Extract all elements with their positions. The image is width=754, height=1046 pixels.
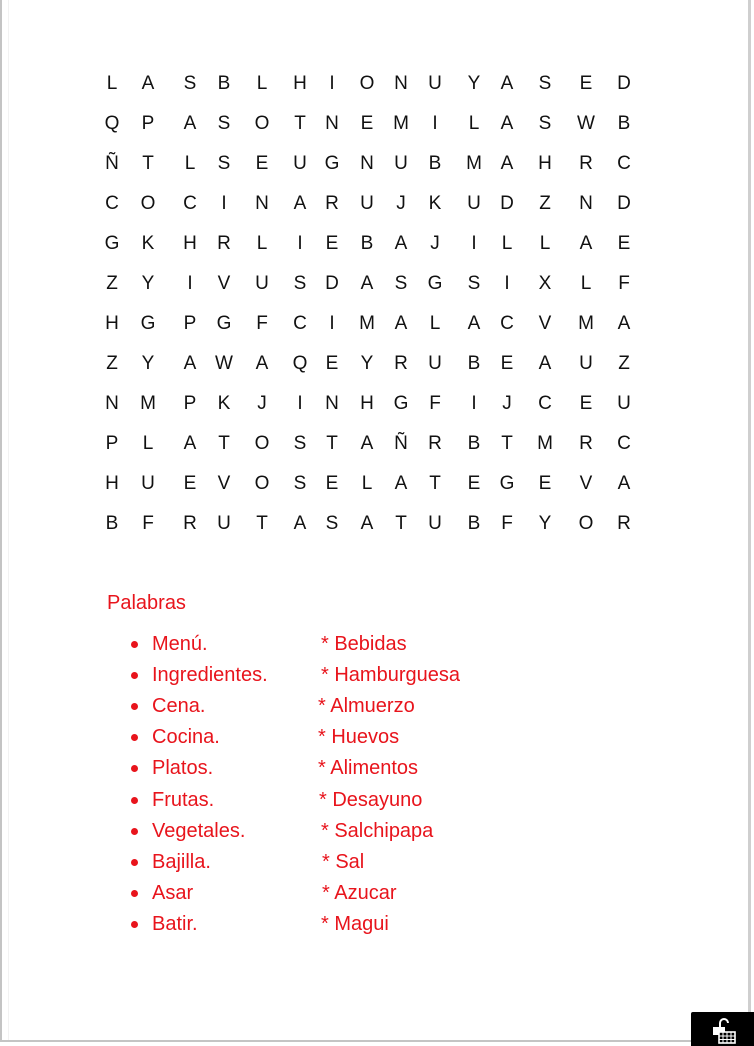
grid-letter: N: [325, 393, 339, 414]
grid-letter: C: [500, 313, 514, 334]
grid-letter: I: [187, 273, 193, 294]
grid-letter: S: [394, 273, 408, 294]
grid-letter: L: [106, 73, 118, 94]
grid-letter: O: [254, 473, 270, 494]
word-list-row: [0, 662, 600, 688]
grid-letter: S: [293, 473, 307, 494]
bullet-icon: [131, 828, 138, 835]
grid-letter: Y: [467, 73, 481, 94]
grid-letter: Q: [292, 353, 308, 374]
grid-letter: F: [142, 513, 154, 534]
grid-letter: I: [329, 73, 335, 94]
grid-letter: E: [617, 233, 631, 254]
grid-letter: Y: [538, 513, 552, 534]
bullet-icon: [131, 641, 138, 648]
grid-letter: A: [617, 473, 631, 494]
word-item: * Sal: [322, 851, 365, 873]
grid-letter: W: [577, 113, 595, 134]
words-heading: Palabras: [107, 592, 186, 614]
grid-letter: S: [183, 73, 197, 94]
grid-letter: X: [538, 273, 552, 294]
grid-letter: G: [216, 313, 232, 334]
grid-letter: T: [429, 473, 441, 494]
grid-letter: N: [105, 393, 119, 414]
grid-letter: E: [255, 153, 269, 174]
word-item: * Almuerzo: [318, 695, 415, 717]
grid-letter: A: [293, 193, 307, 214]
grid-letter: T: [294, 113, 306, 134]
grid-letter: M: [537, 433, 553, 454]
grid-letter: U: [360, 193, 374, 214]
grid-letter: O: [359, 73, 375, 94]
grid-letter: E: [579, 393, 593, 414]
word-item: * Azucar: [322, 882, 397, 904]
grid-letter: H: [183, 233, 197, 254]
word-list-row: [0, 880, 600, 906]
grid-letter: T: [395, 513, 407, 534]
grid-letter: U: [428, 73, 442, 94]
grid-letter: L: [256, 233, 268, 254]
grid-letter: G: [499, 473, 515, 494]
grid-letter: S: [293, 433, 307, 454]
grid-letter: P: [105, 433, 119, 454]
grid-letter: M: [578, 313, 594, 334]
grid-letter: B: [105, 513, 119, 534]
grid-letter: U: [394, 153, 408, 174]
word-item: Ingredientes.: [152, 664, 268, 686]
grid-letter: U: [293, 153, 307, 174]
grid-letter: L: [429, 313, 441, 334]
word-item: * Desayuno: [319, 789, 423, 811]
word-list-row: [0, 911, 600, 937]
grid-letter: Z: [106, 353, 118, 374]
grid-letter: P: [183, 393, 197, 414]
grid-letter: Y: [141, 353, 155, 374]
grid-letter: A: [183, 353, 197, 374]
grid-letter: A: [183, 433, 197, 454]
grid-letter: C: [293, 313, 307, 334]
grid-letter: A: [467, 313, 481, 334]
grid-letter: K: [141, 233, 155, 254]
grid-letter: Z: [106, 273, 118, 294]
grid-letter: L: [256, 73, 268, 94]
grid-letter: A: [141, 73, 155, 94]
grid-letter: E: [325, 353, 339, 374]
grid-letter: F: [256, 313, 268, 334]
grid-letter: M: [393, 113, 409, 134]
word-item: Bajilla.: [152, 851, 211, 873]
grid-letter: A: [394, 313, 408, 334]
grid-letter: Ñ: [394, 433, 408, 454]
grid-letter: M: [140, 393, 156, 414]
grid-letter: D: [617, 73, 631, 94]
grid-letter: I: [432, 113, 438, 134]
grid-letter: T: [218, 433, 230, 454]
grid-letter: E: [183, 473, 197, 494]
grid-letter: H: [105, 313, 119, 334]
grid-letter: I: [504, 273, 510, 294]
grid-letter: O: [254, 433, 270, 454]
grid-letter: G: [140, 313, 156, 334]
grid-letter: S: [217, 113, 231, 134]
grid-letter: B: [217, 73, 231, 94]
grid-letter: M: [359, 313, 375, 334]
grid-letter: B: [467, 353, 481, 374]
grid-letter: F: [618, 273, 630, 294]
grid-letter: U: [428, 353, 442, 374]
bullet-icon: [131, 890, 138, 897]
grid-letter: L: [142, 433, 154, 454]
grid-letter: S: [538, 113, 552, 134]
grid-letter: D: [325, 273, 339, 294]
grid-letter: S: [467, 273, 481, 294]
bullet-icon: [131, 734, 138, 741]
word-item: * Magui: [321, 913, 389, 935]
grid-letter: B: [467, 433, 481, 454]
grid-letter: S: [293, 273, 307, 294]
grid-letter: H: [360, 393, 374, 414]
grid-letter: A: [183, 113, 197, 134]
grid-letter: A: [500, 113, 514, 134]
word-item: * Alimentos: [318, 757, 419, 779]
grid-letter: R: [325, 193, 339, 214]
grid-letter: E: [467, 473, 481, 494]
grid-letter: R: [617, 513, 631, 534]
word-item: Vegetales.: [152, 820, 246, 842]
grid-letter: F: [429, 393, 441, 414]
word-list-row: [0, 849, 600, 875]
grid-letter: O: [140, 193, 156, 214]
grid-letter: N: [394, 73, 408, 94]
grid-letter: Q: [104, 113, 120, 134]
grid-letter: U: [141, 473, 155, 494]
grid-letter: U: [617, 393, 631, 414]
grid-letter: A: [293, 513, 307, 534]
bullet-icon: [131, 765, 138, 772]
grid-letter: T: [326, 433, 338, 454]
grid-letter: C: [105, 193, 119, 214]
grid-letter: E: [500, 353, 514, 374]
grid-letter: V: [217, 273, 231, 294]
grid-letter: O: [254, 113, 270, 134]
grid-letter: N: [325, 113, 339, 134]
grid-letter: A: [617, 313, 631, 334]
grid-letter: I: [329, 313, 335, 334]
grid-letter: S: [538, 73, 552, 94]
grid-letter: A: [394, 473, 408, 494]
keyboard-lock-button[interactable]: [691, 1012, 754, 1046]
grid-letter: N: [579, 193, 593, 214]
grid-letter: B: [360, 233, 374, 254]
grid-letter: I: [297, 393, 303, 414]
grid-letter: S: [217, 153, 231, 174]
grid-letter: B: [428, 153, 442, 174]
grid-letter: K: [217, 393, 231, 414]
grid-letter: T: [256, 513, 268, 534]
grid-letter: R: [579, 153, 593, 174]
grid-letter: G: [393, 393, 409, 414]
grid-letter: R: [428, 433, 442, 454]
word-item: Frutas.: [152, 789, 215, 811]
grid-letter: A: [255, 353, 269, 374]
grid-letter: A: [500, 73, 514, 94]
word-item: * Bebidas: [321, 633, 407, 655]
word-item: Platos.: [152, 757, 214, 779]
grid-letter: L: [184, 153, 196, 174]
grid-letter: R: [183, 513, 197, 534]
grid-letter: U: [428, 513, 442, 534]
grid-letter: A: [500, 153, 514, 174]
grid-letter: H: [293, 73, 307, 94]
grid-letter: M: [466, 153, 482, 174]
word-list-row: [0, 787, 600, 813]
word-list-row: [0, 631, 600, 657]
unlock-keyboard-icon: [711, 1016, 737, 1044]
grid-letter: V: [217, 473, 231, 494]
word-list-row: [0, 724, 600, 750]
grid-letter: G: [104, 233, 120, 254]
grid-letter: S: [325, 513, 339, 534]
word-item: Menú.: [152, 633, 208, 655]
grid-letter: Y: [360, 353, 374, 374]
grid-letter: C: [538, 393, 552, 414]
grid-letter: J: [502, 393, 512, 414]
grid-letter: H: [538, 153, 552, 174]
word-item: Batir.: [152, 913, 198, 935]
grid-letter: E: [538, 473, 552, 494]
word-list-row: [0, 693, 600, 719]
grid-letter: U: [255, 273, 269, 294]
word-item: * Hamburguesa: [321, 664, 460, 686]
grid-letter: W: [215, 353, 233, 374]
grid-letter: U: [467, 193, 481, 214]
word-item: * Salchipapa: [321, 820, 434, 842]
grid-letter: C: [183, 193, 197, 214]
grid-letter: U: [579, 353, 593, 374]
grid-letter: R: [217, 233, 231, 254]
grid-letter: R: [579, 433, 593, 454]
bullet-icon: [131, 703, 138, 710]
grid-letter: T: [501, 433, 513, 454]
grid-letter: J: [396, 193, 406, 214]
grid-letter: I: [221, 193, 227, 214]
grid-letter: I: [297, 233, 303, 254]
grid-letter: T: [142, 153, 154, 174]
grid-letter: R: [394, 353, 408, 374]
grid-letter: Ñ: [105, 153, 119, 174]
word-list-row: [0, 818, 600, 844]
grid-letter: P: [141, 113, 155, 134]
word-item: Asar: [152, 882, 194, 904]
grid-letter: A: [360, 433, 374, 454]
grid-letter: H: [105, 473, 119, 494]
grid-letter: B: [617, 113, 631, 134]
grid-letter: Y: [141, 273, 155, 294]
grid-letter: F: [501, 513, 513, 534]
grid-letter: N: [360, 153, 374, 174]
grid-letter: J: [257, 393, 267, 414]
grid-letter: D: [617, 193, 631, 214]
grid-letter: N: [255, 193, 269, 214]
grid-letter: J: [430, 233, 440, 254]
grid-letter: E: [325, 233, 339, 254]
grid-letter: P: [183, 313, 197, 334]
word-list-row: [0, 755, 600, 781]
grid-letter: O: [578, 513, 594, 534]
grid-letter: V: [579, 473, 593, 494]
grid-letter: K: [428, 193, 442, 214]
grid-letter: A: [579, 233, 593, 254]
bullet-icon: [131, 921, 138, 928]
bullet-icon: [131, 797, 138, 804]
word-item: Cena.: [152, 695, 206, 717]
grid-letter: L: [501, 233, 513, 254]
grid-letter: A: [360, 513, 374, 534]
grid-letter: G: [324, 153, 340, 174]
grid-letter: D: [500, 193, 514, 214]
grid-letter: A: [538, 353, 552, 374]
grid-letter: L: [539, 233, 551, 254]
grid-letter: I: [471, 393, 477, 414]
bullet-icon: [131, 672, 138, 679]
grid-letter: A: [394, 233, 408, 254]
grid-letter: C: [617, 153, 631, 174]
grid-letter: E: [360, 113, 374, 134]
grid-letter: G: [427, 273, 443, 294]
grid-letter: E: [579, 73, 593, 94]
word-item: Cocina.: [152, 726, 220, 748]
grid-letter: L: [468, 113, 480, 134]
grid-letter: B: [467, 513, 481, 534]
grid-letter: L: [361, 473, 373, 494]
bullet-icon: [131, 859, 138, 866]
grid-letter: V: [538, 313, 552, 334]
grid-letter: C: [617, 433, 631, 454]
word-item: * Huevos: [318, 726, 400, 748]
grid-letter: L: [580, 273, 592, 294]
grid-letter: Z: [618, 353, 630, 374]
grid-letter: U: [217, 513, 231, 534]
grid-letter: Z: [539, 193, 551, 214]
grid-letter: E: [325, 473, 339, 494]
grid-letter: A: [360, 273, 374, 294]
grid-letter: I: [471, 233, 477, 254]
